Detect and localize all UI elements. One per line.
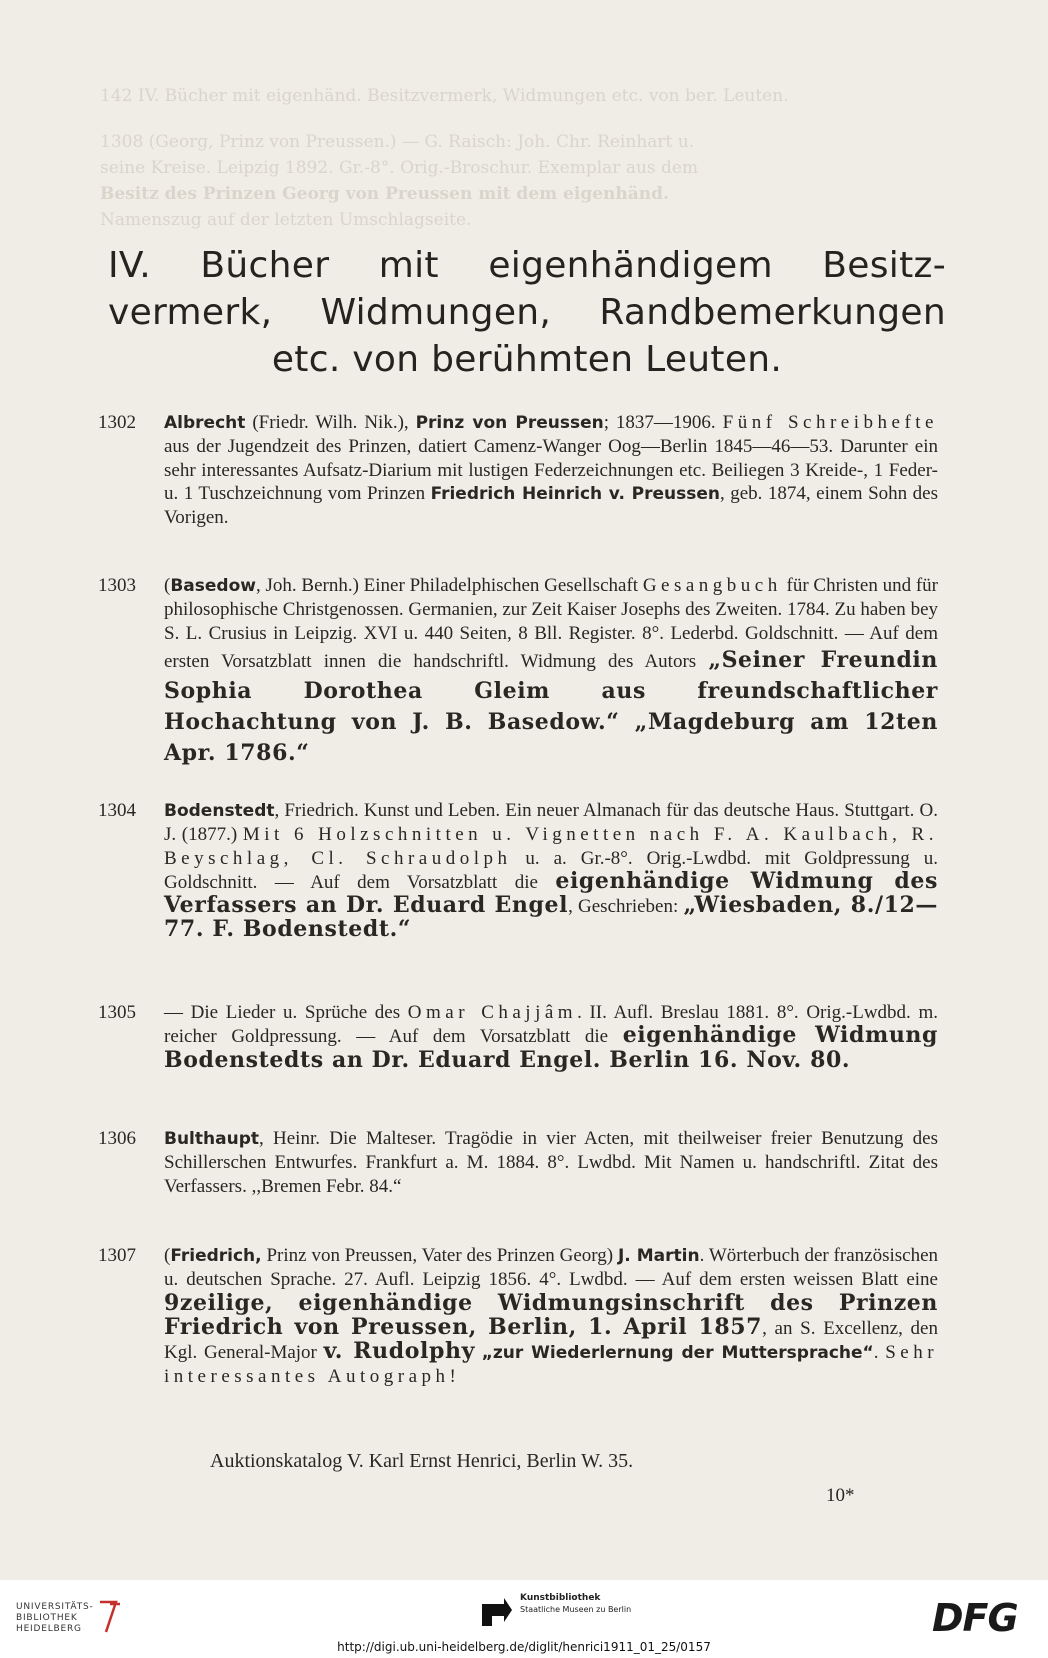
catalog-entry (98, 574, 938, 769)
kunstbibliothek-icon (480, 1594, 514, 1628)
lot-number: 1305 (98, 1002, 136, 1023)
bleed-through-line: 142 IV. Bücher mit eigenhänd. Besitzvermerk, Widmungen etc. von ber. Leuten. (100, 86, 789, 106)
bleed-through-line: Namenszug auf der letzten Umschlagseite. (100, 210, 472, 230)
page-number: 10* (826, 1485, 855, 1506)
catalog-entry (98, 1127, 938, 1198)
lot-description: (Basedow, Joh. Bernh.) Einer Philadelphischen Gesellschaft Gesangbuch für Christen und für philosophische Christgenossen. Germanien, zur Zeit Kaiser Josephs des Zweiten. 1784. Zu haben bey S. L. Crusius in Leipzig. XVI u. 440 Seiten, 8 Bll. Register. 8°. Lederbd. Goldschnitt. — Auf dem ersten Vorsatzblatt innen die handschriftl. Widmung des Autors „Seiner Freundin Sophia Dorothea Gleim aus freundschaftlicher Hochachtung von J. B. Basedow.“ „Magdeburg am 12ten Apr. 1786.“ (164, 575, 938, 766)
catalog-entry (98, 1001, 938, 1073)
heading-line: etc. von berühmten Leuten. (271, 339, 783, 380)
lot-number: 1304 (98, 800, 136, 821)
bleed-through-line: 1308 (Georg, Prinz von Preussen.) — G. Raisch: Joh. Chr. Reinhart u. (100, 132, 695, 152)
digitization-banner (0, 1580, 1048, 1658)
lot-description: (Friedrich, Prinz von Preussen, Vater des Prinzen Georg) J. Martin. Wörterbuch der französischen u. deutschen Sprache. 27. Aufl. Leipzig 1856. 4°. Lwdbd. — Auf dem ersten weissen Blatt eine 9zeilige, eigenhändige Widmungsinschrift des Prinzen Friedrich von Preussen, Berlin, 1. April 1857, an S. Excellenz, den Kgl. General-Major v. Rudolphy „zur Wiederlernung der Muttersprache“. Sehr interessantes Autograph! (164, 1245, 939, 1388)
section-heading (108, 242, 946, 383)
catalog-entry (98, 799, 938, 943)
bleed-through-line: Besitz des Prinzen Georg von Preussen mit dem eigenhänd. (100, 184, 669, 204)
university-library-logo[interactable]: UNIVERSITÄTS- BIBLIOTHEK HEIDELBERG (16, 1602, 94, 1634)
lot-description: Bodenstedt, Friedrich. Kunst und Leben. Ein neuer Almanach für das deutsche Haus. Stuttgart. O. J. (1877.) Mit 6 Holzschnitten u. Vignetten nach F. A. Kaulbach, R. Beyschlag, Cl. Schraudolph u. a. Gr.-8°. Orig.-Lwdbd. mit Goldpressung u. Goldschnitt. — Auf dem Vorsatzblatt die eigenhändige Widmung des Verfassers an Dr. Eduard Engel, Geschrieben: „Wiesbaden, 8./12—77. F. Bodenstedt.“ (164, 800, 938, 943)
lot-number: 1306 (98, 1128, 136, 1149)
kunstbibliothek-logo[interactable]: Kunstbibliothek Staatliche Museen zu Berlin (520, 1593, 632, 1614)
lot-number: 1307 (98, 1245, 136, 1266)
lot-description: Bulthaupt, Heinr. Die Malteser. Tragödie in vier Acten, mit theilweiser freier Benutzung des Schillerschen Entwurfes. Frankfurt a. M. 1884. 8°. Lwdbd. Mit Namen u. handschriftl. Zitat des Verfassers. ,,Bremen Febr. 84.“ (164, 1128, 938, 1197)
heading-line: IV. Bücher mit eigenhändigem Besitz- (108, 245, 946, 286)
lot-description: Albrecht (Friedr. Wilh. Nik.), Prinz von Preussen; 1837—1906. Fünf Schreibhefte aus der Jugendzeit des Prinzen, datiert Camenz-Wanger Oog—Berlin 1845—46—53. Darunter ein sehr interessantes Aufsatz-Diarium mit lustigen Federzeichnungen etc. Beiliegen 3 Kreide-, 1 Feder- u. 1 Tuschzeichnung vom Prinzen Friedrich Heinrich v. Preussen, geb. 1874, einem Sohn des Vorigen. (164, 412, 938, 529)
lot-description: — Die Lieder u. Sprüche des Omar Chajjâm. II. Aufl. Breslau 1881. 8°. Orig.-Lwdbd. m. reicher Goldpressung. — Auf dem Vorsatzblatt die eigenhändige Widmung Bodenstedts an Dr. Eduard Engel. Berlin 16. Nov. 80. (164, 1002, 938, 1073)
dfg-logo[interactable]: DFG (932, 1596, 1018, 1640)
catalog-entry (98, 1244, 938, 1389)
heading-line: vermerk, Widmungen, Randbemerkungen (108, 292, 946, 333)
catalog-footer-line: Auktionskatalog V. Karl Ernst Henrici, Berlin W. 35. (210, 1450, 634, 1472)
lot-number: 1303 (98, 575, 136, 596)
heidelberg-mark-icon (96, 1598, 124, 1634)
source-url-link[interactable]: http://digi.ub.uni-heidelberg.de/diglit/henrici1911_01_25/0157 (337, 1640, 711, 1654)
bleed-through-line: seine Kreise. Leipzig 1892. Gr.-8°. Orig.-Broschur. Exemplar aus dem (100, 158, 699, 178)
lot-number: 1302 (98, 412, 136, 433)
catalog-entry (98, 411, 938, 529)
